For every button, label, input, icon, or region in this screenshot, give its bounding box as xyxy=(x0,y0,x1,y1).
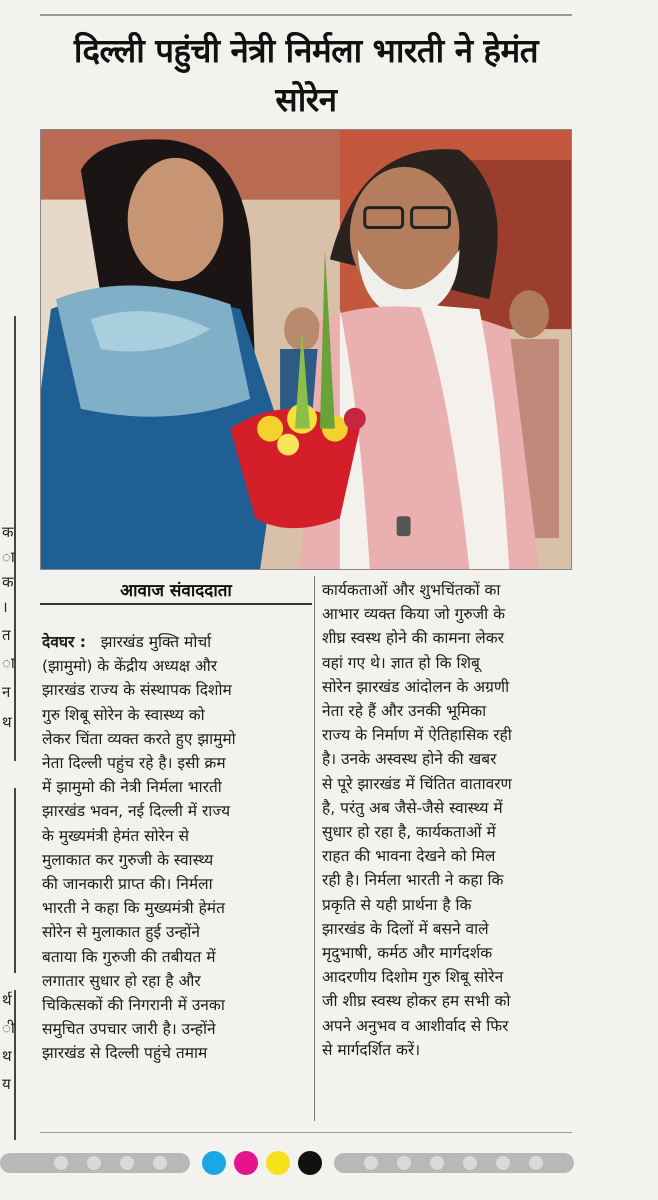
dateline: देवघर : xyxy=(42,633,86,651)
article-line: बताया कि गुरुजी की तबीयत में xyxy=(42,947,216,966)
article-line: के मुख्यमंत्री हेमंत सोरेन से xyxy=(42,826,190,845)
fragment-text: । xyxy=(2,598,8,616)
article-line: झारखंड से दिल्ली पहुंचे तमाम xyxy=(42,1044,208,1063)
article-line: है, परंतु अब जैसे-जैसे स्वास्थ्य में xyxy=(322,798,503,817)
registration-dot-icon xyxy=(153,1156,167,1170)
article-line: झारखंड राज्य के संस्थापक दिशोम xyxy=(42,681,232,700)
article-line: की जानकारी प्राप्त की। निर्मला xyxy=(42,875,213,894)
adjacent-column-border xyxy=(14,990,16,1140)
article-line: झारखंड के दिलों में बसने वाले xyxy=(322,919,489,938)
article-line: भारती ने कहा कि मुख्यमंत्री हेमंत xyxy=(42,899,225,918)
bottom-rule xyxy=(40,1132,572,1133)
black-swatch-icon xyxy=(298,1151,322,1175)
article-line: सोरेन झारखंड आंदोलन के अग्रणी xyxy=(322,677,510,696)
top-rule xyxy=(40,14,572,16)
fragment-text: ा xyxy=(2,654,15,672)
registration-dot-icon xyxy=(529,1156,543,1170)
article-line: है। उनके अस्वस्थ होने की खबर xyxy=(322,750,497,769)
article-line: (झामुमो) के केंद्रीय अध्यक्ष और xyxy=(42,657,218,676)
fragment-text: त xyxy=(2,626,11,644)
article-line: लगातार सुधार हो रहा है और xyxy=(42,971,201,990)
article-line: झारखंड भवन, नई दिल्ली में राज्य xyxy=(42,802,231,821)
fragment-text: क xyxy=(2,523,14,541)
article-line xyxy=(42,630,310,654)
fragment-text: य xyxy=(2,1075,11,1093)
article-line: में झामुमो की नेत्री निर्मला भारती xyxy=(42,778,222,797)
registration-dot-icon xyxy=(463,1156,477,1170)
fragment-text: ा xyxy=(2,548,15,566)
article-line: चिकित्सकों की निगरानी में उनका xyxy=(42,996,225,1015)
article-line: आभार व्यक्त किया जो गुरुजी के xyxy=(322,605,506,624)
headline-line-1: दिल्ली पहुंची नेत्री निर्मला भारती ने हेमंत सोरेन xyxy=(73,31,539,119)
byline-rule xyxy=(40,603,312,605)
registration-dot-icon xyxy=(87,1156,101,1170)
article-line: रही है। निर्मला भारती ने कहा कि xyxy=(322,871,504,890)
article-line-text: झारखंड मुक्ति मोर्चा xyxy=(100,633,212,651)
article-column-1 xyxy=(42,630,310,1066)
registration-dot-icon xyxy=(54,1156,68,1170)
registration-dot-icon xyxy=(430,1156,444,1170)
fragment-text: थ xyxy=(2,713,12,731)
adjacent-column-border xyxy=(14,316,16,761)
fragment-text: न xyxy=(2,683,11,701)
cyan-swatch-icon xyxy=(202,1151,226,1175)
article-line: गुरु शिबू सोरेन के स्वास्थ्य को xyxy=(42,705,205,724)
article-line: जी शीघ्र स्वस्थ होकर हम सभी को xyxy=(322,992,511,1011)
article-line: नेता दिल्ली पहुंच रहे है। इसी क्रम xyxy=(42,754,226,773)
yellow-swatch-icon xyxy=(266,1151,290,1175)
article-line: कार्यकताओं और शुभचिंतकों का xyxy=(322,581,501,599)
adjacent-column-border xyxy=(14,788,16,973)
article-line: वहां गए थे। ज्ञात हो कि शिबू xyxy=(322,653,480,672)
article-line: मृदुभाषी, कर्मठ और मार्गदर्शक xyxy=(322,944,493,963)
article-line: आदरणीय दिशोम गुरु शिबू सोरेन xyxy=(322,968,504,987)
article-line: से मार्गदर्शित करें। xyxy=(322,1040,421,1059)
article-line: समुचित उपचार जारी है। उन्होंने xyxy=(42,1020,216,1039)
fragment-text: ी xyxy=(2,1019,15,1037)
print-registration-bar xyxy=(0,1150,658,1176)
registration-dot-icon xyxy=(120,1156,134,1170)
article-line: राज्य के निर्माण में ऐतिहासिक रही xyxy=(322,726,512,745)
magenta-swatch-icon xyxy=(234,1151,258,1175)
article-column-2 xyxy=(322,578,574,1062)
column-divider xyxy=(314,576,315,1121)
article-line: प्रकृति से यही प्रार्थना है कि xyxy=(322,895,472,914)
registration-dot-icon xyxy=(496,1156,510,1170)
adjacent-column-fragment xyxy=(0,300,18,1100)
fragment-text: क xyxy=(2,573,14,591)
article-line: शीघ्र स्वस्थ होने की कामना लेकर xyxy=(322,629,504,648)
fragment-text: थ xyxy=(2,1047,12,1065)
article-line: सोरेन से मुलाकात हुई उन्होंने xyxy=(42,923,200,942)
article-line: लेकर चिंता व्यक्त करते हुए झामुमो xyxy=(42,729,236,748)
article-line: अपने अनुभव व आशीर्वाद से फिर xyxy=(322,1016,509,1035)
registration-dot-icon xyxy=(397,1156,411,1170)
registration-pill-right xyxy=(334,1153,574,1173)
article-line: सुधार हो रहा है, कार्यकताओं में xyxy=(322,823,496,842)
news-photo xyxy=(40,129,572,570)
byline: आवाज संवाददाता xyxy=(120,581,232,601)
photograph-icon xyxy=(41,130,571,569)
article-line: नेता रहे हैं और उनकी भूमिका xyxy=(322,702,487,721)
registration-pill-left xyxy=(0,1153,190,1173)
article-line: राहत की भावना देखने को मिल xyxy=(322,847,496,866)
article-line: मुलाकात कर गुरुजी के स्वास्थ्य xyxy=(42,850,214,869)
article-line: से पूरे झारखंड में चिंतित वातावरण xyxy=(322,774,512,793)
fragment-text: र्थ xyxy=(2,991,12,1009)
registration-dot-icon xyxy=(364,1156,378,1170)
